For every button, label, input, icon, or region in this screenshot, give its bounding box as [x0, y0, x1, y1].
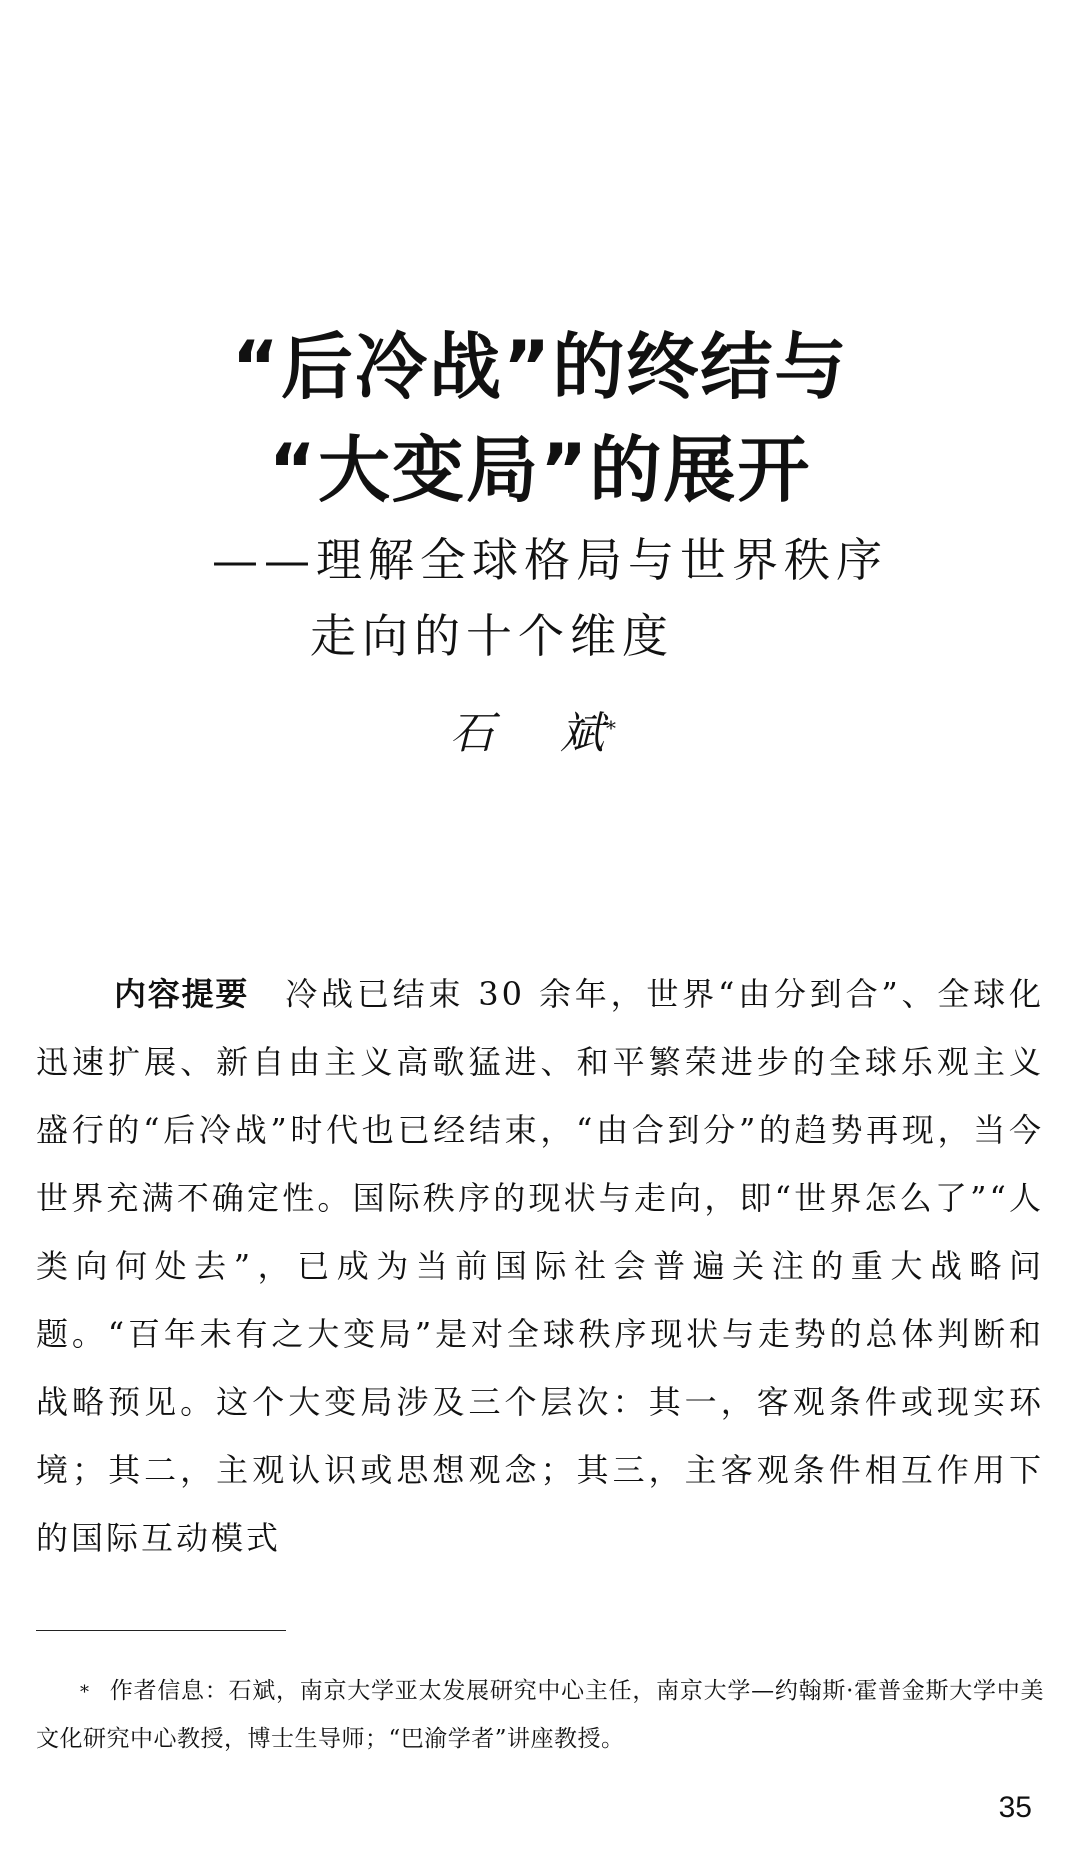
page-number: 35 [998, 1791, 1032, 1824]
article-subtitle-line-2: 走向的十个维度 [310, 609, 674, 663]
author-byline [450, 706, 616, 762]
author-footnote-marker[interactable]: * [606, 716, 616, 740]
abstract-text: 冷战已结束 30 余年，世界“由分到合”、全球化迅速扩展、新自由主义高歌猛进、和平繁荣进步的全球乐观主义盛行的“后冷战”时代也已经结束，“由合到分”的趋势再现，当今世界充满不确定性。国际秩序的现状与走向，即“世界怎么了”“人类向何处去”，已成为当前国际社会普遍关注的重大战略问题。“百年未有之大变局”是对全球秩序现状与走势的总体判断和战略预见。这个大变局涉及三个层次：其一，客观条件或现实环境；其二，主观认识或思想观念；其三，主客观条件相互作用下的国际互动模式 [36, 975, 1044, 1557]
abstract-label: 内容提要 [114, 975, 250, 1013]
article-title-line-1: “后冷战”的终结与 [231, 325, 849, 409]
footnote-marker: * [80, 1682, 90, 1703]
author-footnote [36, 1668, 1044, 1762]
article-title-line-2: “大变局”的展开 [268, 428, 812, 512]
article-subtitle-line-1: ——理解全球格局与世界秩序 [212, 533, 888, 587]
author-given-name: 石 [450, 708, 494, 759]
footnote-divider [36, 1630, 286, 1631]
abstract-paragraph [36, 960, 1044, 1572]
author-family-name: 斌 [560, 708, 604, 759]
footnote-text: 作者信息：石斌，南京大学亚太发展研究中心主任，南京大学—约翰斯·霍普金斯大学中美文化研究中心教授，博士生导师；“巴渝学者”讲座教授。 [36, 1678, 1044, 1752]
